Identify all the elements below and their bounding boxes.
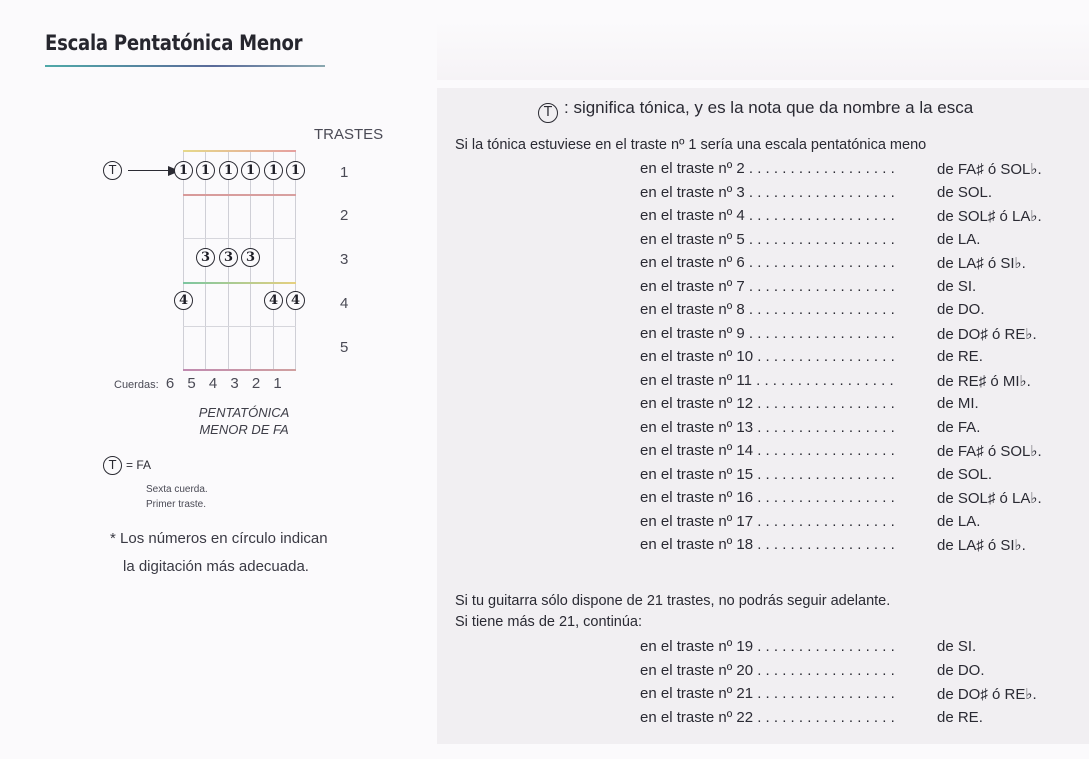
fret-limit-note (455, 591, 890, 633)
list-item (640, 709, 1037, 733)
fret-label: en el traste nº 22 . . . . . . . . . . . . . . . . . (640, 708, 895, 726)
list-item (640, 184, 1042, 208)
frets-label: TRASTES (314, 126, 384, 143)
key-name: de RE. (937, 348, 983, 365)
finger-dot: 1 (264, 161, 283, 180)
fret-label: en el traste nº 16 . . . . . . . . . . . . . . . . . (640, 489, 895, 506)
list-item (640, 662, 1037, 686)
string-number: 5 (187, 375, 196, 392)
fret-number: 3 (340, 251, 349, 268)
fret-label: en el traste nº 15 . . . . . . . . . . . . . . . . . (640, 465, 895, 483)
fret-number: 2 (340, 207, 349, 224)
list-item (640, 513, 1042, 537)
finger-dot: 1 (196, 161, 215, 180)
finger-dot: 1 (241, 161, 260, 180)
fret-label: en el traste nº 13 . . . . . . . . . . . . . . . . . (640, 418, 895, 436)
list-item (640, 254, 1042, 278)
key-name: de RE♯ ó MI♭. (937, 372, 1031, 390)
fret-key-list (640, 160, 1042, 560)
finger-dot: 4 (174, 291, 193, 310)
list-item (640, 685, 1037, 709)
finger-dot: 1 (219, 161, 238, 180)
tonic-icon: T (538, 103, 558, 123)
fret-number: 5 (340, 339, 349, 356)
fret-label: en el traste nº 12 . . . . . . . . . . . . . . . . . (640, 395, 895, 412)
string-number: 1 (273, 375, 282, 392)
key-name: de SOL. (937, 183, 993, 201)
key-name: de RE. (937, 708, 983, 726)
list-item (640, 231, 1042, 255)
fretboard-diagram (178, 150, 301, 370)
string-number: 4 (208, 375, 218, 392)
tonic-icon: T (103, 456, 122, 475)
string-2 (273, 150, 274, 370)
string-number: 3 (230, 375, 239, 392)
list-item (640, 372, 1042, 396)
key-name: de LA. (937, 512, 981, 530)
fret-label: en el traste nº 18 . . . . . . . . . . . . . . . . . (640, 536, 895, 553)
fret-line (183, 194, 296, 196)
finger-dot: 4 (286, 291, 305, 310)
fret-line (183, 238, 296, 239)
list-item (640, 466, 1042, 490)
fret-line (183, 369, 296, 371)
list-item (640, 207, 1042, 231)
fret-label: en el traste nº 14 . . . . . . . . . . . . . . . . . (640, 442, 895, 459)
tonic-definition (538, 98, 973, 123)
page-title: Escala Pentatónica Menor (45, 31, 303, 55)
caption-line: MENOR DE FA (199, 422, 289, 437)
arrow-line (128, 170, 168, 172)
fret-label: en el traste nº 10 . . . . . . . . . . . . . . . . . (640, 348, 895, 365)
finger-dot: 3 (241, 248, 260, 267)
key-name: de SI. (937, 277, 977, 295)
title-underline (45, 65, 325, 67)
tonic-icon: T (103, 161, 122, 180)
fret-label: en el traste nº 5 . . . . . . . . . . . . . . . . . . (640, 230, 895, 248)
fret-label: en el traste nº 17 . . . . . . . . . . . . . . . . . (640, 512, 895, 530)
fret-key-list-extended (640, 638, 1037, 732)
fret-label: en el traste nº 19 . . . . . . . . . . . . . . . . . (640, 638, 895, 655)
intro-line: Si la tónica estuviese en el traste nº 1 sería una escala pentatónica meno (455, 137, 927, 153)
fret-label: en el traste nº 11 . . . . . . . . . . . . . . . . . (640, 371, 894, 389)
page-background-shade (437, 20, 1089, 80)
note-line: * Los números en círculo indican (110, 530, 328, 547)
paragraph-line: Si tu guitarra sólo dispone de 21 trastes, no podrás seguir adelante. (455, 593, 891, 609)
string-number: 2 (251, 375, 261, 392)
list-item (640, 348, 1042, 372)
legend-line: Sexta cuerda. (146, 484, 208, 495)
fret-label: en el traste nº 2 . . . . . . . . . . . . . . . . . . (640, 160, 895, 177)
key-name: de DO. (937, 661, 985, 679)
caption-line: PENTATÓNICA (198, 405, 290, 420)
key-name: de SOL♯ ó LA♭. (937, 208, 1042, 225)
key-name: de DO. (937, 301, 985, 318)
strings-label: Cuerdas: (114, 379, 159, 391)
key-name: de LA. (937, 230, 981, 248)
tonic-legend-detail (146, 482, 208, 512)
fret-label: en el traste nº 7 . . . . . . . . . . . . . . . . . . (640, 277, 895, 295)
finger-dot: 3 (219, 248, 238, 267)
tonic-legend (103, 456, 151, 475)
tonic-legend-value: = FA (126, 457, 152, 472)
diagram-caption (176, 404, 312, 438)
key-name: de SI. (937, 638, 977, 655)
fret-line (183, 282, 296, 284)
key-name: de LA♯ ó SI♭. (937, 255, 1026, 272)
nut (183, 150, 296, 152)
fret-label: en el traste nº 21 . . . . . . . . . . . . . . . . . (640, 685, 895, 702)
key-name: de MI. (937, 395, 979, 412)
fret-label: en el traste nº 20 . . . . . . . . . . . . . . . . . (640, 661, 895, 679)
key-name: de DO♯ ó RE♭. (937, 686, 1037, 703)
list-item (640, 638, 1037, 662)
key-name: de LA♯ ó SI♭. (937, 537, 1026, 554)
fingering-note (110, 525, 328, 581)
note-line: la digitación más adecuada. (123, 558, 309, 575)
fret-label: en el traste nº 4 . . . . . . . . . . . . . . . . . . (640, 207, 895, 224)
key-name: de FA. (937, 418, 981, 436)
finger-dot: 1 (286, 161, 305, 180)
list-item (640, 325, 1042, 349)
list-item (640, 160, 1042, 184)
fret-label: en el traste nº 3 . . . . . . . . . . . . . . . . . . (640, 183, 895, 201)
fret-line (183, 326, 296, 327)
finger-dot: 1 (174, 161, 193, 180)
key-name: de FA♯ ó SOL♭. (937, 443, 1042, 460)
paragraph-line: Si tiene más de 21, continúa: (455, 614, 643, 630)
list-item (640, 301, 1042, 325)
fret-label: en el traste nº 9 . . . . . . . . . . . . . . . . . . (640, 324, 895, 342)
list-item (640, 395, 1042, 419)
strings-legend (114, 375, 295, 392)
string-1 (295, 150, 296, 370)
key-name: de DO♯ ó RE♭. (937, 325, 1037, 343)
key-name: de SOL. (937, 465, 993, 483)
finger-dot: 3 (196, 248, 215, 267)
string-6 (183, 150, 184, 370)
list-item (640, 536, 1042, 560)
key-name: de FA♯ ó SOL♭. (937, 161, 1042, 178)
key-name: de SOL♯ ó LA♭. (937, 490, 1042, 507)
fret-label: en el traste nº 6 . . . . . . . . . . . . . . . . . . (640, 254, 895, 271)
fret-number: 4 (340, 295, 349, 312)
definition-text: : significa tónica, y es la nota que da nombre a la esca (564, 98, 974, 117)
finger-dot: 4 (264, 291, 283, 310)
tonic-pointer (103, 161, 180, 180)
list-item (640, 442, 1042, 466)
string-number: 6 (165, 375, 175, 392)
legend-line: Primer traste. (146, 499, 207, 510)
list-item (640, 419, 1042, 443)
list-item (640, 278, 1042, 302)
list-item (640, 489, 1042, 513)
fret-label: en el traste nº 8 . . . . . . . . . . . . . . . . . . (640, 301, 895, 318)
fret-number: 1 (340, 164, 349, 181)
